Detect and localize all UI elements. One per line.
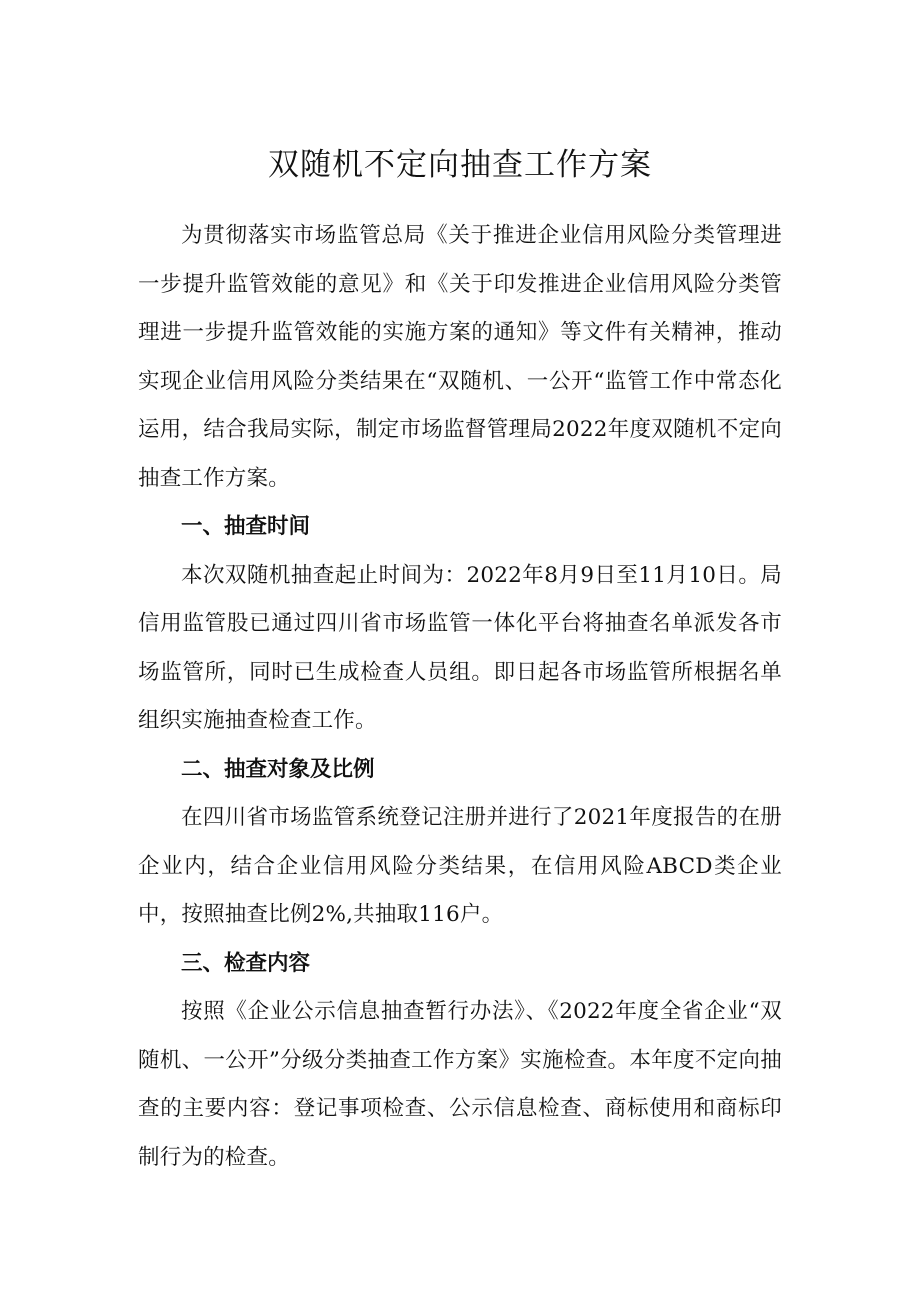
section-body-content: 按照《企业公示信息抽查暂行办法》、《2022年度全省企业“双随机、一公开”分级分类抽查工作方案》实施检查。本年度不定向抽查的主要内容：登记事项检查、公示信息检查、商标使用和商标印制行为的检查。 xyxy=(138,999,782,1170)
section-heading-schedule: 一、抽查时间 xyxy=(181,514,311,539)
section-body-schedule: 本次双随机抽查起止时间为：2022年8月9日至11月10日。局信用监管股已通过四川省市场监管一体化平台将抽查名单派发各市场监管所，同时已生成检查人员组。即日起各市场监管所根据名单组织实施抽查检查工作。 xyxy=(138,562,782,733)
section-body-targets: 在四川省市场监管系统登记注册并进行了2021年度报告的在册企业内，结合企业信用风险分类结果，在信用风险ABCD类企业中，按照抽查比例2%,共抽取116户。 xyxy=(138,805,782,927)
intro-paragraph: 为贯彻落实市场监管总局《关于推进企业信用风险分类管理进一步提升监管效能的意见》和《关于印发推进企业信用风险分类管理进一步提升监管效能的实施方案的通知》等文件有关精神，推动实现企业信用风险分类结果在“双随机、一公开“监管工作中常态化运用，结合我局实际，制定市场监督管理局2022年度双随机不定向抽查工作方案。 xyxy=(138,223,782,491)
section-heading-targets: 二、抽查对象及比例 xyxy=(181,756,375,782)
document-title: 双随机不定向抽查工作方案 xyxy=(268,147,652,183)
section-heading-content: 三、检查内容 xyxy=(181,950,311,976)
